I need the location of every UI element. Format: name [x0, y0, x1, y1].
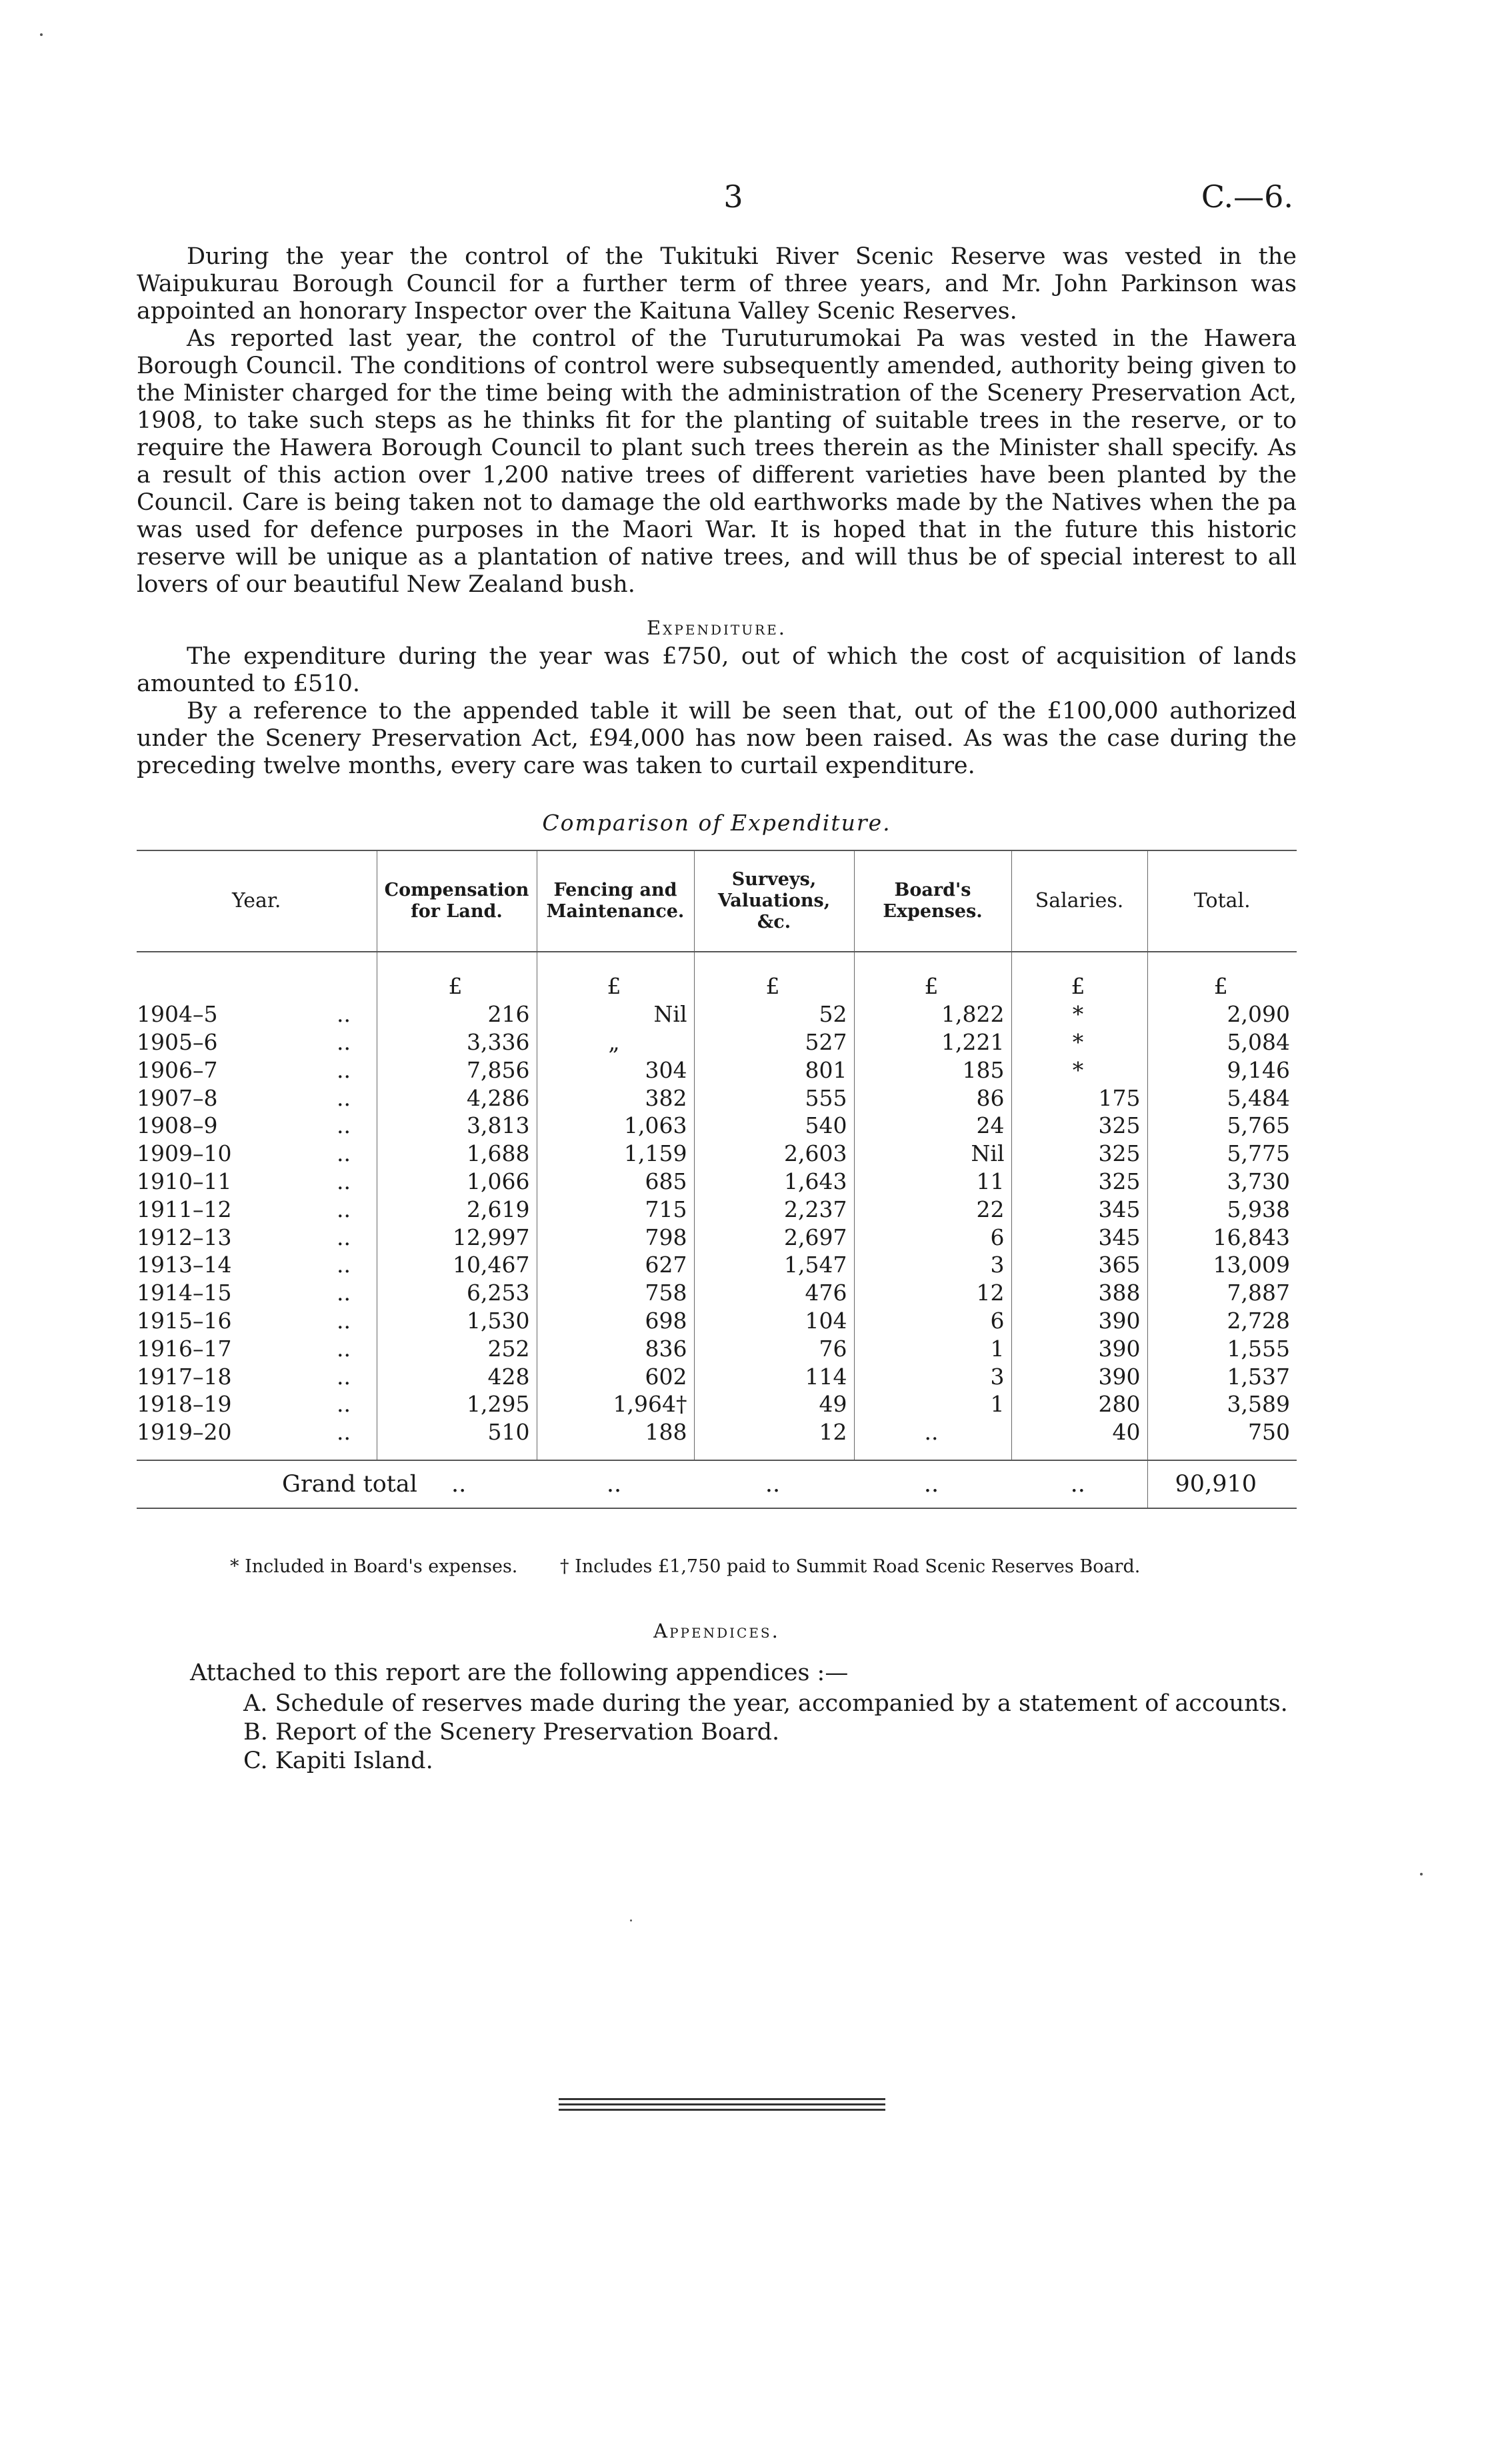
fencing-cell: 627 — [537, 1251, 694, 1279]
year-cell: 1913–14 — [137, 1252, 232, 1278]
salaries-cell: 390 — [1011, 1362, 1147, 1390]
leader-dots: .. — [337, 1056, 351, 1083]
table-row — [137, 1279, 1297, 1307]
year-cell: 1907–8 — [137, 1084, 218, 1111]
unit-label: £ — [1011, 952, 1147, 1000]
leader-dots: .. — [337, 1084, 351, 1111]
compensation-cell: 1,688 — [377, 1140, 537, 1168]
fencing-cell: 382 — [537, 1084, 694, 1112]
total-cell: 5,084 — [1147, 1028, 1297, 1056]
fencing-cell: 1,063 — [537, 1112, 694, 1140]
year-cell: 1915–16 — [137, 1307, 232, 1334]
year-cell: 1910–11 — [137, 1168, 232, 1194]
compensation-cell: 12,997 — [377, 1223, 537, 1251]
scan-speck — [40, 33, 43, 36]
salaries-cell: * — [1011, 1000, 1147, 1028]
table-header-row — [137, 850, 1297, 952]
scan-speck — [630, 1919, 632, 1921]
boards-cell: 3 — [854, 1251, 1011, 1279]
boards-cell: 22 — [854, 1195, 1011, 1223]
year-cell: 1917–18 — [137, 1363, 232, 1390]
table-row — [137, 1362, 1297, 1390]
leader-dots: .. — [337, 1028, 351, 1055]
intro-section — [137, 243, 1297, 599]
header-salaries: Salaries. — [1011, 850, 1147, 952]
year-cell: 1919–20 — [137, 1419, 232, 1446]
year-cell: 1905–6 — [137, 1028, 218, 1055]
table-row — [137, 1223, 1297, 1251]
boards-cell: 1,221 — [854, 1028, 1011, 1056]
leader-dots: .. — [337, 1196, 351, 1222]
page-number: 3 — [723, 179, 743, 215]
surveys-cell: 801 — [694, 1056, 854, 1084]
leader-dots: .. — [337, 1224, 351, 1250]
expenditure-section — [137, 643, 1297, 780]
salaries-cell: * — [1011, 1056, 1147, 1084]
table-row — [137, 1251, 1297, 1279]
appendices-list — [243, 1690, 1288, 1776]
appendix-item: C. Kapiti Island. — [243, 1748, 433, 1774]
compensation-cell: 10,467 — [377, 1251, 537, 1279]
table-row — [137, 1084, 1297, 1112]
leader-dots: .. — [854, 1460, 1011, 1508]
fencing-cell: 836 — [537, 1334, 694, 1362]
compensation-cell: 1,295 — [377, 1390, 537, 1418]
salaries-cell: 280 — [1011, 1390, 1147, 1418]
surveys-cell: 104 — [694, 1307, 854, 1335]
expenditure-paragraph: By a reference to the appended table it will be seen that, out of the £100,000 authorized under the Scenery Preservation Act, £94,000 has now been raised. As was the case during the preceding twelve months, every care was taken to curtail expenditure. — [137, 698, 1297, 779]
boards-cell: 6 — [854, 1307, 1011, 1335]
compensation-cell: 510 — [377, 1418, 537, 1460]
total-cell: 1,555 — [1147, 1334, 1297, 1362]
year-cell: 1912–13 — [137, 1224, 232, 1250]
compensation-cell: 1,530 — [377, 1307, 537, 1335]
table-row — [137, 1334, 1297, 1362]
leader-dots: .. — [337, 1001, 351, 1028]
fencing-cell: „ — [537, 1028, 694, 1056]
salaries-cell: 365 — [1011, 1251, 1147, 1279]
grand-total-row — [137, 1460, 1297, 1508]
appendix-item: A. Schedule of reserves made during the year, accompanied by a statement of accounts. — [243, 1690, 1288, 1717]
total-cell: 2,728 — [1147, 1307, 1297, 1335]
leader-dots: .. — [1011, 1460, 1147, 1508]
boards-cell: Nil — [854, 1140, 1011, 1168]
total-cell: 5,765 — [1147, 1112, 1297, 1140]
leader-dots: .. — [337, 1112, 351, 1139]
compensation-cell: 4,286 — [377, 1084, 537, 1112]
expenditure-paragraph: The expenditure during the year was £750, out of which the cost of acquisition of lands amounted to £510. — [137, 643, 1297, 697]
table-row — [137, 1195, 1297, 1223]
boards-cell: 6 — [854, 1223, 1011, 1251]
total-cell: 5,938 — [1147, 1195, 1297, 1223]
boards-cell: 1 — [854, 1334, 1011, 1362]
leader-dots: .. — [337, 1335, 351, 1362]
leader-dots: .. — [337, 1168, 351, 1194]
scan-speck — [1420, 1873, 1423, 1875]
year-cell: 1909–10 — [137, 1140, 232, 1167]
surveys-cell: 1,547 — [694, 1251, 854, 1279]
boards-cell: 1,822 — [854, 1000, 1011, 1028]
year-cell: 1908–9 — [137, 1112, 218, 1139]
intro-paragraph: As reported last year, the control of the Turuturumokai Pa was vested in the Hawera Borough Council. The conditions of control were subsequently amended, authority being given to the Minister charged for the time being with the administration of the Scenery Preservation Act, 1908, to take such steps as he thinks fit for the planting of suitable trees in the reserve, or to require the Hawera Borough Council to plant such trees therein as the Minister shall specify. As a result of this action over 1,200 native trees of different varieties have been planted by the Council. Care is being taken not to damage the old earthworks made by the Natives when the pa was used for defence purposes in the Maori War. It is hoped that in the future this historic reserve will be unique as a plantation of native trees, and will thus be of special interest to all lovers of our beautiful New Zealand bush. — [137, 325, 1297, 598]
compensation-cell: 7,856 — [377, 1056, 537, 1084]
leader-dots: .. — [337, 1391, 351, 1418]
appendices-heading: Appendices. — [653, 1620, 780, 1642]
surveys-cell: 527 — [694, 1028, 854, 1056]
boards-cell: 86 — [854, 1084, 1011, 1112]
total-cell: 7,887 — [1147, 1279, 1297, 1307]
fencing-cell: 685 — [537, 1168, 694, 1196]
fencing-cell: 698 — [537, 1307, 694, 1335]
compensation-cell: 252 — [377, 1334, 537, 1362]
year-cell: 1906–7 — [137, 1056, 218, 1083]
boards-cell: 24 — [854, 1112, 1011, 1140]
leader-dots: .. — [337, 1140, 351, 1167]
table-row — [137, 1000, 1297, 1028]
salaries-cell: 345 — [1011, 1223, 1147, 1251]
surveys-cell: 114 — [694, 1362, 854, 1390]
boards-cell: 11 — [854, 1168, 1011, 1196]
closing-rule — [559, 2098, 885, 2100]
surveys-cell: 52 — [694, 1000, 854, 1028]
fencing-cell: 602 — [537, 1362, 694, 1390]
table-row — [137, 1390, 1297, 1418]
salaries-cell: 388 — [1011, 1279, 1147, 1307]
header-year: Year. — [137, 850, 377, 952]
surveys-cell: 2,603 — [694, 1140, 854, 1168]
total-cell: 750 — [1147, 1418, 1297, 1460]
boards-cell: 185 — [854, 1056, 1011, 1084]
grand-total-label: Grand total — [282, 1470, 417, 1498]
total-cell: 13,009 — [1147, 1251, 1297, 1279]
table-row — [137, 1307, 1297, 1335]
salaries-cell: 40 — [1011, 1418, 1147, 1460]
compensation-cell: 6,253 — [377, 1279, 537, 1307]
fencing-cell: 304 — [537, 1056, 694, 1084]
table-row — [137, 1112, 1297, 1140]
table-row — [137, 1028, 1297, 1056]
surveys-cell: 2,697 — [694, 1223, 854, 1251]
boards-cell: 1 — [854, 1390, 1011, 1418]
expenditure-heading: Expenditure. — [647, 616, 787, 639]
total-cell: 2,090 — [1147, 1000, 1297, 1028]
boards-cell: 3 — [854, 1362, 1011, 1390]
table-row — [137, 1140, 1297, 1168]
footnote-dagger: † Includes £1,750 paid to Summit Road Scenic Reserves Board. — [560, 1556, 1141, 1577]
expenditure-table-wrapper — [137, 850, 1297, 1509]
table-row — [137, 1418, 1297, 1460]
total-cell: 9,146 — [1147, 1056, 1297, 1084]
total-cell: 5,484 — [1147, 1084, 1297, 1112]
fencing-cell: 1,964† — [537, 1390, 694, 1418]
header-total: Total. — [1147, 850, 1297, 952]
leader-dots: .. — [337, 1252, 351, 1278]
fencing-cell: 715 — [537, 1195, 694, 1223]
leader-dots: .. — [451, 1470, 467, 1498]
leader-dots: .. — [337, 1419, 351, 1446]
leader-dots: .. — [337, 1307, 351, 1334]
salaries-cell: * — [1011, 1028, 1147, 1056]
fencing-cell: 798 — [537, 1223, 694, 1251]
fencing-cell: Nil — [537, 1000, 694, 1028]
surveys-cell: 555 — [694, 1084, 854, 1112]
compensation-cell: 216 — [377, 1000, 537, 1028]
header-fencing: Fencing and Maintenance. — [537, 850, 694, 952]
leader-dots: .. — [337, 1363, 351, 1390]
surveys-cell: 49 — [694, 1390, 854, 1418]
salaries-cell: 390 — [1011, 1307, 1147, 1335]
surveys-cell: 540 — [694, 1112, 854, 1140]
table-row — [137, 1056, 1297, 1084]
salaries-cell: 390 — [1011, 1334, 1147, 1362]
surveys-cell: 76 — [694, 1334, 854, 1362]
unit-label: £ — [854, 952, 1011, 1000]
salaries-cell: 325 — [1011, 1112, 1147, 1140]
unit-label: £ — [537, 952, 694, 1000]
leader-dots: .. — [337, 1280, 351, 1306]
closing-rule — [559, 2109, 885, 2111]
surveys-cell: 1,643 — [694, 1168, 854, 1196]
expenditure-table — [137, 850, 1297, 1509]
compensation-cell: 3,336 — [377, 1028, 537, 1056]
total-cell: 3,730 — [1147, 1168, 1297, 1196]
total-cell: 5,775 — [1147, 1140, 1297, 1168]
header-surveys: Surveys, Valuations, &c. — [694, 850, 854, 952]
year-cell: 1914–15 — [137, 1280, 232, 1306]
total-cell: 1,537 — [1147, 1362, 1297, 1390]
unit-label: £ — [377, 952, 537, 1000]
unit-label: £ — [694, 952, 854, 1000]
document-reference: C.—6. — [1201, 179, 1293, 215]
boards-cell: .. — [854, 1418, 1011, 1460]
unit-row — [137, 952, 1297, 1000]
surveys-cell: 12 — [694, 1418, 854, 1460]
appendices-intro: Attached to this report are the following appendices :— — [190, 1660, 849, 1686]
grand-total-value: 90,910 — [1147, 1460, 1297, 1508]
total-cell: 3,589 — [1147, 1390, 1297, 1418]
unit-label: £ — [1147, 952, 1297, 1000]
compensation-cell: 3,813 — [377, 1112, 537, 1140]
fencing-cell: 1,159 — [537, 1140, 694, 1168]
salaries-cell: 325 — [1011, 1168, 1147, 1196]
leader-dots: .. — [537, 1460, 694, 1508]
salaries-cell: 325 — [1011, 1140, 1147, 1168]
appendix-item: B. Report of the Scenery Preservation Board. — [243, 1719, 780, 1746]
surveys-cell: 2,237 — [694, 1195, 854, 1223]
table-row — [137, 1168, 1297, 1196]
year-cell: 1916–17 — [137, 1335, 232, 1362]
salaries-cell: 175 — [1011, 1084, 1147, 1112]
compensation-cell: 2,619 — [377, 1195, 537, 1223]
salaries-cell: 345 — [1011, 1195, 1147, 1223]
footnote-star: * Included in Board's expenses. — [230, 1556, 518, 1577]
table-title: Comparison of Expenditure. — [542, 810, 891, 836]
table-body — [137, 952, 1297, 1460]
compensation-cell: 1,066 — [377, 1168, 537, 1196]
surveys-cell: 476 — [694, 1279, 854, 1307]
intro-paragraph: During the year the control of the Tukituki River Scenic Reserve was vested in the Waipukurau Borough Council for a further term of three years, and Mr. John Parkinson was appointed an honorary Inspector over the Kaituna Valley Scenic Reserves. — [137, 243, 1297, 325]
fencing-cell: 758 — [537, 1279, 694, 1307]
leader-dots: .. — [694, 1460, 854, 1508]
header-boards-expenses: Board's Expenses. — [854, 850, 1011, 952]
compensation-cell: 428 — [377, 1362, 537, 1390]
year-cell: 1904–5 — [137, 1001, 218, 1028]
boards-cell: 12 — [854, 1279, 1011, 1307]
year-cell: 1911–12 — [137, 1196, 232, 1222]
header-compensation: Compensation for Land. — [377, 850, 537, 952]
closing-rule — [559, 2103, 885, 2105]
year-cell: 1918–19 — [137, 1391, 232, 1418]
fencing-cell: 188 — [537, 1418, 694, 1460]
total-cell: 16,843 — [1147, 1223, 1297, 1251]
